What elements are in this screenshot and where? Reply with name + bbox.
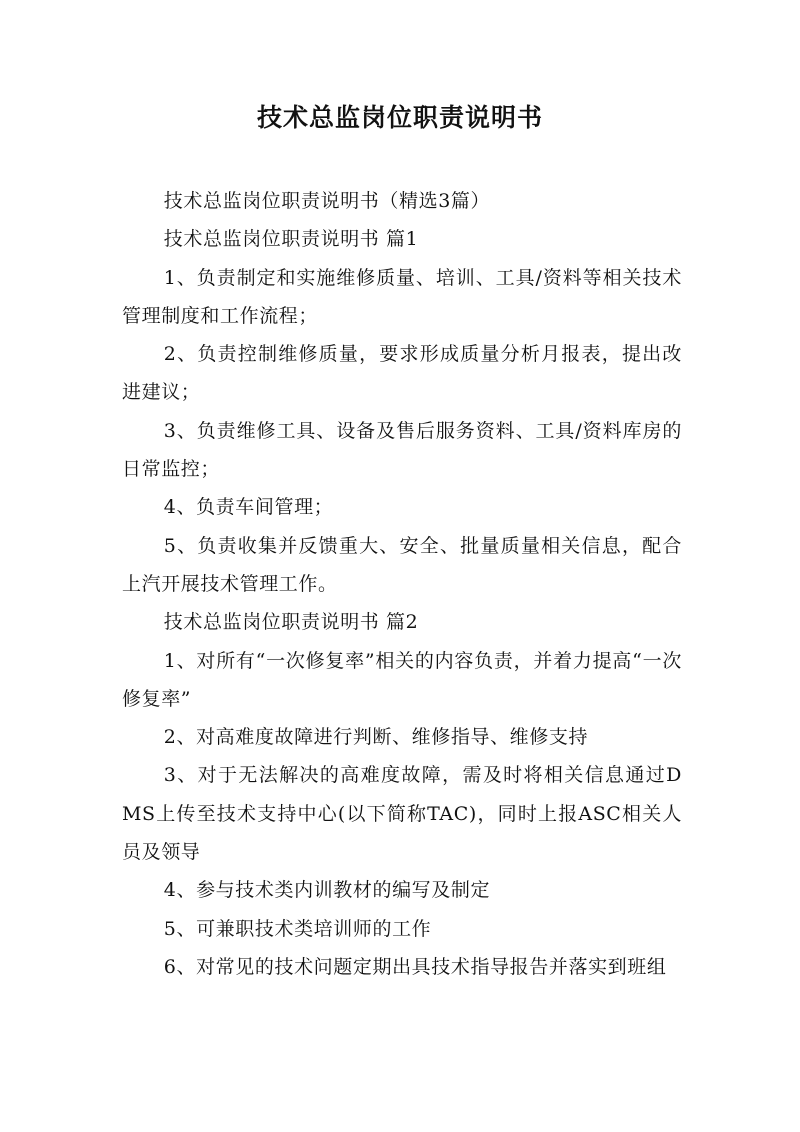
section-heading: 技术总监岗位职责说明书 篇2 — [163, 611, 419, 634]
document-title: 技术总监岗位职责说明书 — [256, 103, 543, 132]
list-item: 2、对高难度故障进行判断、维修指导、维修支持 — [163, 726, 589, 749]
list-item: 5、可兼职技术类培训师的工作 — [163, 917, 432, 940]
list-item: 3、负责维修工具、设备及售后服务资料、工具/资料库房的日常监控； — [122, 419, 682, 481]
list-item: 6、对常见的技术问题定期出具技术指导报告并落实到班组 — [163, 955, 667, 978]
list-item: 1、负责制定和实施维修质量、培训、工具/资料等相关技术管理制度和工作流程； — [122, 266, 682, 327]
list-item: 1、对所有“一次修复率”相关的内容负责，并着力提高“一次修复率” — [122, 649, 682, 710]
list-item: 5、负责收集并反馈重大、安全、批量质量相关信息，配合上汽开展技术管理工作。 — [122, 534, 682, 595]
list-item: 4、参与技术类内训教材的编写及制定 — [163, 879, 491, 902]
list-item: 3、对于无法解决的高难度故障，需及时将相关信息通过DMS上传至技术支持中心(以下简称TAC)，同时上报ASC相关人员及领导 — [122, 764, 682, 864]
section-heading: 技术总监岗位职责说明书 篇1 — [163, 228, 419, 251]
list-item: 4、负责车间管理； — [163, 496, 334, 519]
document-subtitle: 技术总监岗位职责说明书（精选3篇） — [163, 190, 491, 212]
list-item: 2、负责控制维修质量，要求形成质量分析月报表，提出改进建议； — [122, 343, 682, 404]
document-body — [122, 182, 682, 986]
